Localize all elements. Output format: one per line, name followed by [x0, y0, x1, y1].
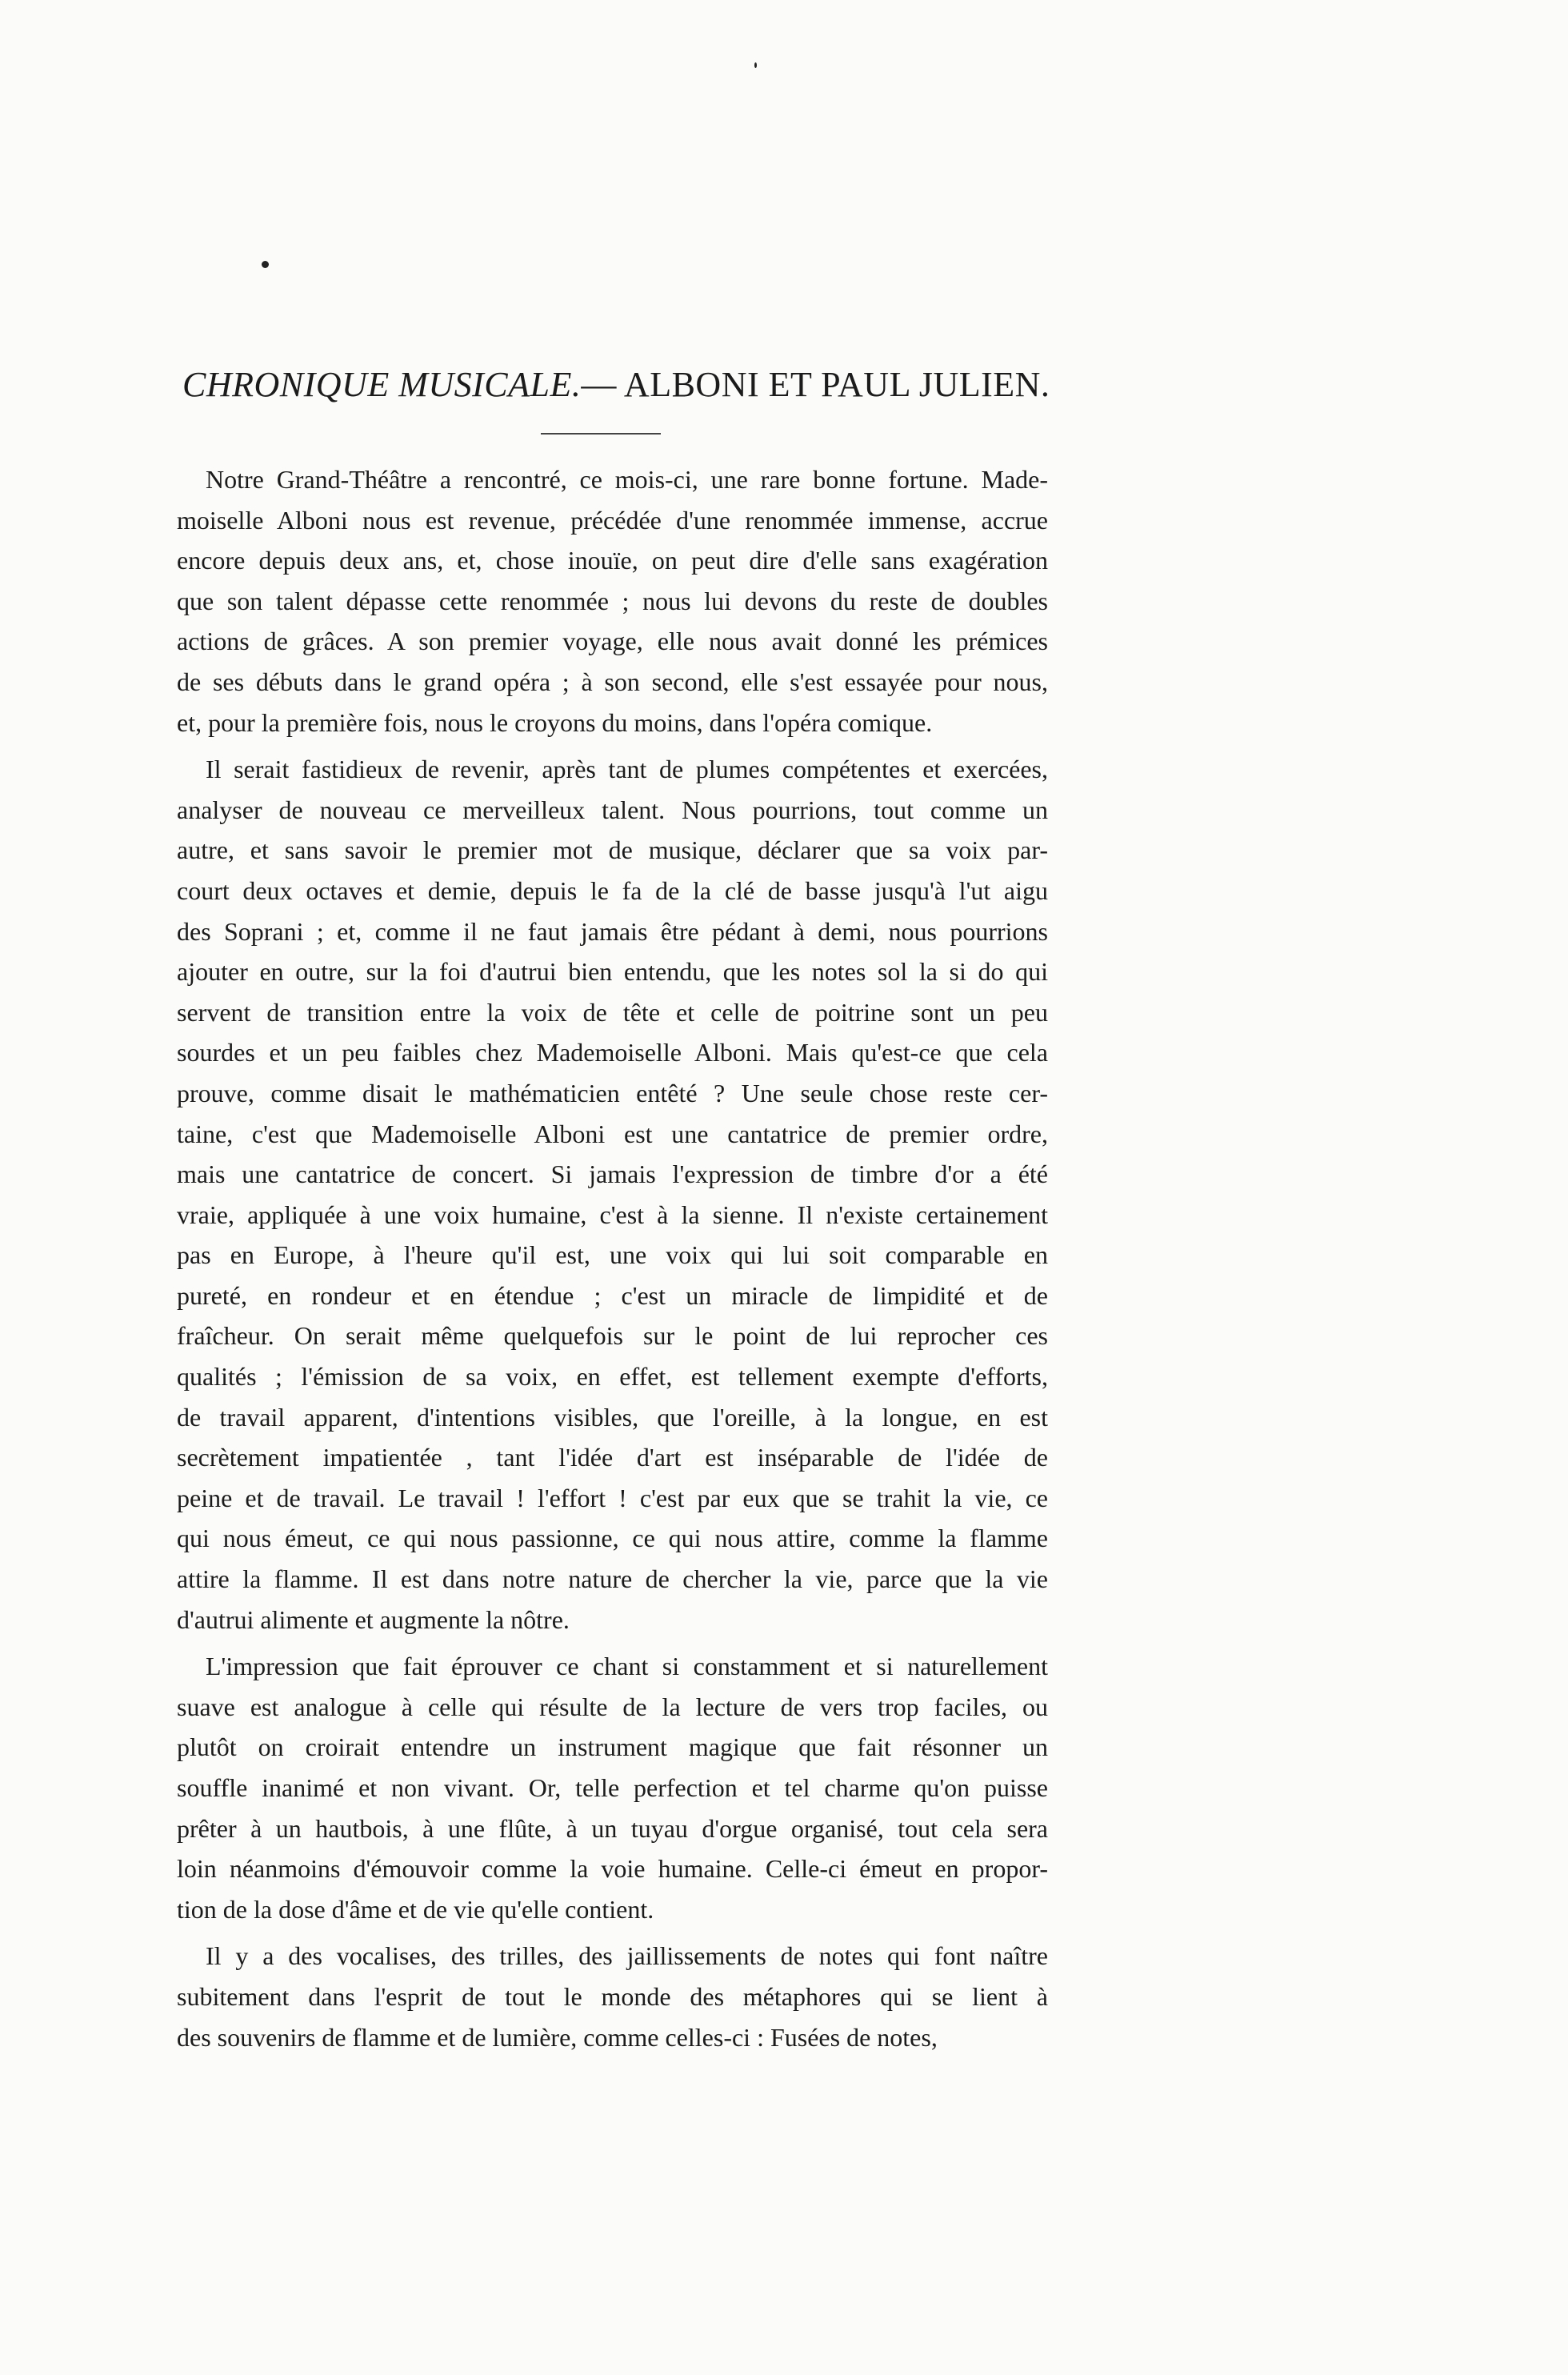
text-line: souffle inanimé et non vivant. Or, telle perfection et tel charme qu'on puisse: [177, 1773, 1048, 1802]
text-line: Il serait fastidieux de revenir, après tant de plumes compétentes et exercées,: [206, 755, 1048, 784]
text-line: actions de grâces. A son premier voyage, elle nous avait donné les prémices: [177, 627, 1048, 656]
text-line: prêter à un hautbois, à une flûte, à un tuyau d'orgue organisé, tout cela sera: [177, 1813, 1048, 1843]
page-speck: [754, 62, 757, 68]
text-line: secrètement impatientée , tant l'idée d'art est inséparable de l'idée de: [177, 1443, 1048, 1472]
text-line: suave est analogue à celle qui résulte de la lecture de vers trop faciles, ou: [177, 1692, 1048, 1721]
text-line: vraie, appliquée à une voix humaine, c'est à la sienne. Il n'existe certainement: [177, 1200, 1048, 1229]
text-line: loin néanmoins d'émouvoir comme la voie humaine. Celle-ci émeut en propor-: [177, 1854, 1048, 1884]
text-line: plutôt on croirait entendre un instrument magique que fait résonner un: [177, 1732, 1048, 1762]
text-line: moiselle Alboni nous est revenue, précédée d'une renommée immense, accrue: [177, 505, 1048, 535]
text-line: des Soprani ; et, comme il ne faut jamais être pédant à demi, nous pourrions: [177, 916, 1048, 946]
text-line: Il y a des vocalises, des trilles, des jaillissements de notes qui font naître: [206, 1941, 1048, 1971]
title-divider: [541, 433, 661, 435]
paragraph: [177, 1936, 1048, 2057]
paragraph-gap: [177, 1929, 1048, 1936]
text-line: autre, et sans savoir le premier mot de musique, déclarer que sa voix par-: [177, 835, 1048, 865]
text-line: d'autrui alimente et augmente la nôtre.: [177, 1604, 570, 1634]
paragraph: [177, 459, 1048, 743]
paragraph: [177, 1646, 1048, 1929]
article-title-italic: CHRONIQUE MUSICALE.: [182, 365, 582, 404]
text-line: prouve, comme disait le mathématicien entêté ? Une seule chose reste cer-: [177, 1078, 1048, 1107]
article-body: [177, 459, 1048, 2057]
text-line: taine, c'est que Mademoiselle Alboni est une cantatrice de premier ordre,: [177, 1119, 1048, 1148]
article-title-rest: — ALBONI ET PAUL JULIEN.: [581, 365, 1050, 404]
text-line: sourdes et un peu faibles chez Mademoiselle Alboni. Mais qu'est-ce que cela: [177, 1038, 1048, 1067]
article-title: [182, 364, 1126, 405]
text-line: et, pour la première fois, nous le croyons du moins, dans l'opéra comique.: [177, 707, 933, 737]
paragraph: [177, 749, 1048, 1640]
text-line: tion de la dose d'âme et de vie qu'elle contient.: [177, 1894, 654, 1924]
text-line: peine et de travail. Le travail ! l'effort ! c'est par eux que se trahit la vie, ce: [177, 1483, 1048, 1512]
text-line: subitement dans l'esprit de tout le monde des métaphores qui se lient à: [177, 1981, 1048, 2011]
text-line: pas en Europe, à l'heure qu'il est, une voix qui lui soit comparable en: [177, 1240, 1048, 1270]
text-line: que son talent dépasse cette renommée ; nous lui devons du reste de doubles: [177, 586, 1048, 615]
paragraph-gap: [177, 1640, 1048, 1646]
paragraph-gap: [177, 743, 1048, 749]
text-line: ajouter en outre, sur la foi d'autrui bien entendu, que les notes sol la si do qui: [177, 957, 1048, 987]
text-line: court deux octaves et demie, depuis le fa de la clé de basse jusqu'à l'ut aigu: [177, 875, 1048, 905]
text-line: encore depuis deux ans, et, chose inouïe, on peut dire d'elle sans exagération: [177, 546, 1048, 575]
text-line: de ses débuts dans le grand opéra ; à son second, elle s'est essayée pour nous,: [177, 667, 1048, 696]
text-line: pureté, en rondeur et en étendue ; c'est un miracle de limpidité et de: [177, 1280, 1048, 1310]
text-line: Notre Grand-Théâtre a rencontré, ce mois-ci, une rare bonne fortune. Made-: [206, 465, 1048, 494]
text-line: de travail apparent, d'intentions visibles, que l'oreille, à la longue, en est: [177, 1402, 1048, 1432]
text-line: servent de transition entre la voix de tête et celle de poitrine sont un peu: [177, 997, 1048, 1027]
text-line: fraîcheur. On serait même quelquefois sur le point de lui reprocher ces: [177, 1321, 1048, 1351]
text-line: qualités ; l'émission de sa voix, en effet, est tellement exempte d'efforts,: [177, 1362, 1048, 1392]
page-speck: [262, 261, 269, 268]
text-line: qui nous émeut, ce qui nous passionne, ce qui nous attire, comme la flamme: [177, 1524, 1048, 1553]
text-line: L'impression que fait éprouver ce chant si constamment et si naturellement: [206, 1652, 1048, 1681]
text-line: des souvenirs de flamme et de lumière, comme celles-ci : Fusées de notes,: [177, 2022, 938, 2052]
text-line: analyser de nouveau ce merveilleux talent. Nous pourrions, tout comme un: [177, 795, 1048, 824]
text-line: attire la flamme. Il est dans notre nature de chercher la vie, parce que la vie: [177, 1564, 1048, 1594]
text-line: mais une cantatrice de concert. Si jamais l'expression de timbre d'or a été: [177, 1159, 1048, 1189]
